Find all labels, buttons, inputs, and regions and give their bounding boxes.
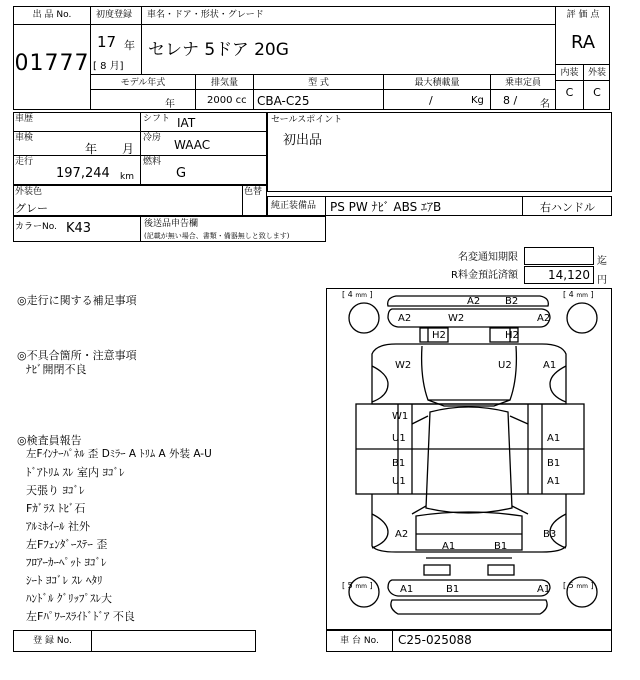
divider (141, 6, 142, 74)
shaken-year-unit: 年 (85, 142, 98, 156)
car-name: セレナ 5ドア 20G (148, 40, 289, 60)
name-change-box (524, 247, 594, 265)
eval-label: 評 価 点 (566, 10, 600, 20)
displacement-value: 2000 cc (207, 95, 247, 106)
inspector-line: ｼｰﾄ ﾖｺﾞﾚ ｽﾚ ﾍﾀﾘ (26, 574, 103, 587)
divider (13, 155, 267, 156)
divider (90, 24, 555, 25)
mark-h2-left: H2 (432, 330, 446, 341)
fuel-label: 燃料 (143, 157, 162, 167)
mark-trunk-b1: B1 (494, 541, 508, 552)
interior-grade: C (565, 86, 574, 99)
ext-color-value: グレー (15, 202, 48, 215)
capacity-label: 乗車定員 (504, 78, 541, 88)
divider (242, 185, 243, 216)
model-year-label: モデル年式 (120, 78, 166, 88)
tire-depth-rear-right: [ 5 mm ] (563, 581, 594, 590)
tire-depth-rear-left: [ 5 mm ] (342, 581, 373, 590)
repaint-label: 色替 (244, 187, 263, 197)
type-value: CBA-C25 (257, 94, 310, 108)
mark-left-w1: W1 (392, 411, 409, 422)
divider (140, 112, 141, 185)
mileage-unit: km (120, 172, 134, 182)
defect-notes-title: ◎不具合箇所・注意事項 (17, 349, 137, 362)
equipment-label: 純正装備品 (271, 201, 317, 211)
color-no-value: K43 (66, 221, 92, 236)
first-reg-year: 17 (97, 33, 117, 51)
max-load-unit: Kg (471, 95, 484, 106)
mark-trunk-a1: A1 (442, 541, 456, 552)
mark-bumper-a2-left: A2 (398, 313, 412, 324)
equipment-value: PS PW ﾅﾋﾞ ABS ｴｱB (330, 200, 442, 214)
mark-bumper-a2-right: A2 (537, 313, 551, 324)
ac-label: 冷房 (143, 133, 162, 143)
inspector-line: ｱﾙﾐﾎｲｰﾙ 社外 (26, 520, 90, 533)
mileage-value: 197,244 (56, 166, 110, 181)
model-year-unit: 年 (165, 99, 175, 110)
inspector-line: ﾊﾝﾄﾞﾙ ｸﾞﾘｯﾌﾟｽﾚ大 (26, 592, 112, 605)
inspector-line: Fｶﾞﾗｽ ﾄﾋﾞ石 (26, 502, 86, 515)
type-label: 型 式 (308, 78, 329, 88)
name-change-label: 名変通知期限 (458, 252, 518, 263)
shaken-label: 車検 (15, 133, 34, 143)
car-diagram-outline (326, 288, 612, 630)
tire-depth-front-left: [ 4 mm ] (342, 290, 373, 299)
car-label: 車名・ドア・形状・グレード (147, 10, 264, 20)
mark-rear-a2: A2 (395, 529, 409, 540)
divider (91, 630, 92, 652)
handle-value: 右ハンドル (540, 201, 595, 214)
mark-right-b1: B1 (547, 458, 561, 469)
mark-roof-a2: A2 (467, 296, 481, 307)
mark-right-a1-top: A1 (547, 433, 561, 444)
inspector-line: ﾄﾞｱﾄﾘﾑ ｽﾚ 室内 ﾖｺﾞﾚ (26, 466, 125, 479)
exterior-label: 外装 (587, 68, 606, 78)
ext-color-label: 外装色 (15, 187, 43, 197)
driving-notes-title: ◎走行に関する補足事項 (17, 294, 137, 307)
lot-label: 出 品 No. (32, 10, 72, 20)
inspector-notes-title: ◎検査員報告 (17, 434, 82, 447)
color-no-label: カラーNo. (15, 222, 57, 232)
tire-depth-front-right: [ 4 mm ] (563, 290, 594, 299)
mark-fender-w2: W2 (395, 360, 412, 371)
mileage-label: 走行 (15, 157, 34, 167)
history-label: 車歴 (15, 114, 34, 124)
lot-number: 01777 (14, 51, 90, 76)
capacity-unit: 名 (540, 99, 550, 110)
divider (325, 196, 326, 216)
divider (555, 80, 610, 81)
recycle-unit: 円 (597, 275, 607, 286)
recycle-value: 14,120 (548, 268, 590, 282)
defect-line: ﾅﾋﾞ開閉不良 (26, 363, 87, 376)
ac-value: WAAC (174, 138, 211, 152)
shift-label: シフト (143, 114, 171, 124)
fuel-value: G (176, 166, 187, 181)
first-reg-month: [ 8 月] (93, 61, 124, 72)
exterior-grade: C (593, 86, 601, 99)
divider (90, 89, 555, 90)
reg-no-label: 登 録 No. (33, 636, 72, 646)
mark-rbumper-a1-right: A1 (537, 584, 551, 595)
mark-rbumper-a1-left: A1 (400, 584, 414, 595)
mark-rear-b3: B3 (543, 529, 557, 540)
max-load-value: / (429, 94, 433, 107)
name-change-unit: 迄 (597, 256, 607, 267)
recycle-label: R料金預託済額 (451, 270, 518, 281)
ext-color-frame (13, 185, 267, 216)
displacement-label: 排気量 (210, 78, 238, 88)
inspector-line: ﾌﾛｱｰｶｰﾍﾟｯﾄ ﾖｺﾞﾚ (26, 556, 107, 569)
mark-left-u1-bottom: U1 (392, 476, 406, 487)
divider (392, 630, 393, 652)
sales-point-value: 初出品 (283, 133, 323, 148)
inspector-line: 左Fﾊﾟﾜｰｽﾗｲﾄﾞﾄﾞｱ 不良 (26, 610, 135, 623)
mark-bumper-w2: W2 (448, 313, 465, 324)
mark-left-u1-top: U1 (392, 433, 406, 444)
chassis-no-value: C25-025088 (398, 633, 472, 647)
max-load-label: 最大積載量 (414, 78, 460, 88)
divider (90, 74, 555, 75)
shaken-month-unit: 月 (122, 142, 135, 156)
first-reg-year-unit: 年 (124, 39, 135, 52)
interior-label: 内装 (560, 68, 579, 78)
mark-rbumper-b1: B1 (446, 584, 460, 595)
inspector-line: 左Fﾌｪﾝﾀﾞｰｽﾃｰ 歪 (26, 538, 108, 551)
capacity-value: 8 / (503, 94, 518, 107)
eval-grade: RA (570, 32, 596, 53)
first-reg-label: 初度登録 (96, 10, 133, 20)
divider (13, 131, 267, 132)
mark-fender-a1: A1 (543, 360, 557, 371)
mark-left-b1: B1 (392, 458, 406, 469)
inspector-line: 左Fｲﾝﾅｰﾊﾟﾈﾙ 歪 Dﾐﾗｰ A ﾄﾘﾑ A 外装 A-U (26, 448, 212, 460)
mark-right-a1-bottom: A1 (547, 476, 561, 487)
docs-note: (記載が無い場合、書類・備器無しと致します) (144, 232, 290, 240)
inspector-line: 天張り ﾖｺﾞﾚ (26, 484, 85, 497)
shift-value: IAT (177, 116, 196, 130)
mark-h2-right: H2 (505, 330, 519, 341)
mark-roof-b2: B2 (505, 296, 519, 307)
sales-point-label: セールスポイント (271, 115, 343, 125)
divider (140, 216, 141, 242)
mark-hood-u2: U2 (498, 360, 512, 371)
docs-label: 後送品申告欄 (144, 219, 199, 229)
chassis-no-label: 車 台 No. (340, 636, 379, 646)
